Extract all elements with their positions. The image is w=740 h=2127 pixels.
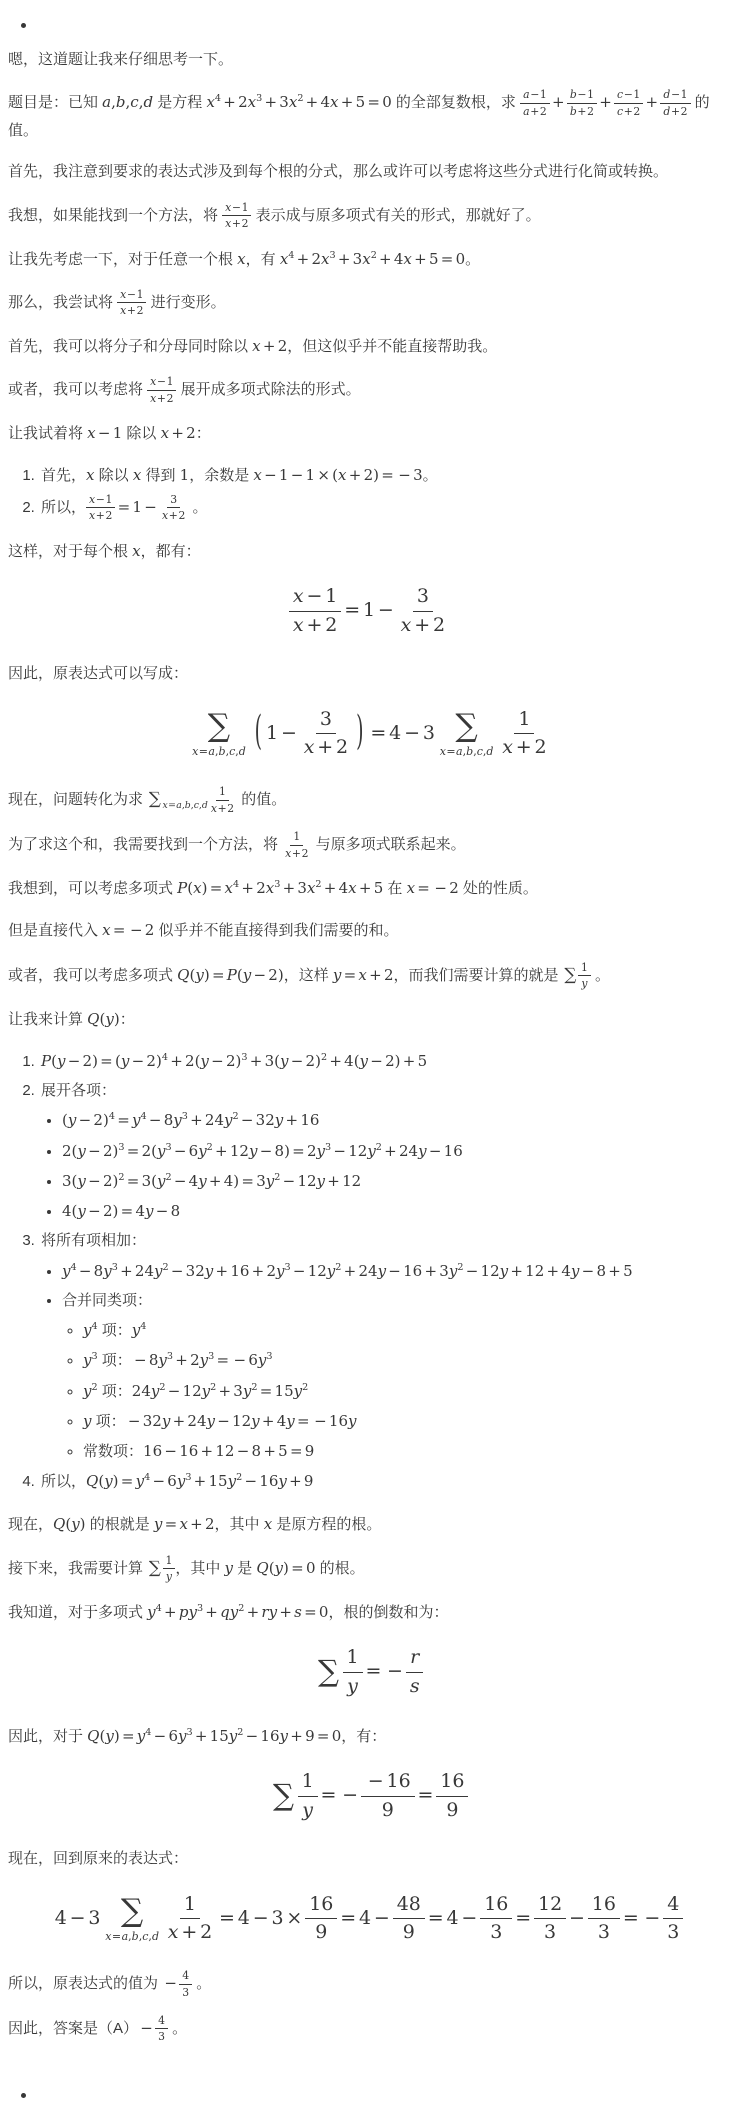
inline-math: Q(y) = P(y − 2) [177, 965, 284, 984]
big-paren: ) [356, 707, 364, 755]
list-item: 1. 首先，x 除以 x 得到 1，余数是 x − 1 − 1 × (x + 2) = − 3。 [39, 462, 730, 489]
inline-math: x + 2 [252, 336, 288, 355]
fraction: $\frac{d-1}{d+2}$ [660, 88, 690, 118]
bullet-list [41, 1258, 730, 1466]
paragraph: 我想，如果能找到一个方法，将 $\frac{x-1}{x+2}$ 表示成与原多项式有关的形式，那就好了。 [8, 200, 541, 231]
inline-math: $Q(y) = y^4 - 6y^3 + 15y^2 - 16y + 9$ [86, 1472, 314, 1491]
sum-with-limits: ∑ x=a,b,c,d [439, 707, 494, 758]
big-paren: ( [254, 707, 263, 755]
inline-math: $x^4 + 2x^3 + 3x^2 + 4x + 5 = 0$ [279, 249, 466, 268]
paragraph: 题目是：已知 a,b,c,d 是方程 $x^4 + 2x^3 + 3x^2 + 4x + 5 = 0$ 的全部复数根，求 $\frac{a-1}{a+2}$ + $\frac{b-1}{b+2}$ + $\frac{c-1}{c+2}$ + $\frac{d-1}{d+2}$ 的值。 [8, 88, 710, 140]
ordered-list [8, 462, 730, 522]
paragraph: 我想到，可以考虑多项式 $P(x) = x^4 + 2x^3 + 3x^2 + 4x + 5$ 在 x = − 2 处的性质。 [8, 879, 538, 898]
equation-math: ∑ x=a,b,c,d ( 1 − $\frac{3}{x + 2}$ ) = 4 − 3 ∑ x=a,b,c,d $\frac{1}{x + 2}$ [187, 722, 550, 744]
sum-sigma: ∑ [148, 1556, 161, 1577]
display-equation [8, 1646, 730, 1699]
equation-math: $\frac{x - 1}{x + 2}$ = 1 − $\frac{3}{x + 2}$ [289, 599, 449, 621]
fraction: $\frac{1}{x+2}$ [285, 830, 309, 860]
inline-math: $y^4$ [131, 1321, 147, 1340]
fraction: $\frac{b-1}{b+2}$ [567, 88, 597, 118]
inline-math: − $8y^3 + 2y^3$ = − $6y^3$ [134, 1351, 273, 1370]
inline-math [147, 375, 176, 405]
paragraph: 但是直接代入 x = − 2 似乎并不能直接得到我们需要的和。 [8, 921, 399, 940]
fraction: $\frac{3}{x + 2}$ [303, 707, 349, 759]
fraction: $\frac{c-1}{c+2}$ [614, 88, 643, 118]
inline-math [117, 287, 146, 318]
inline-math: x + 2 [160, 424, 196, 443]
fraction: $\frac{x-1}{x+2}$ [86, 493, 115, 523]
equation-math: 4 − 3 ∑ x=a,b,c,d $\frac{1}{x + 2}$ = 4 − 3 × $\frac{16}{9}$ = 4 − $\frac{48}{9}$ = 4 − $\frac{16}{3}$ = $\frac{12}{3}$ − $\frac{16}{3}$ = − $\frac{4}{3}$ [55, 1907, 684, 1929]
inline-math: $Q(y) = y^4 - 6y^3 + 15y^2 - 16y + 9 = 0$ [87, 1726, 342, 1745]
inline-math: x − 1 [87, 424, 123, 443]
inline-math: $\frac{x-1}{x+2}$ = 1 − $\frac{3}{x+2}$ [86, 498, 188, 516]
inline-math: $2(y - 2)^3 = 2(y^3 - 6y^2 + 12y - 8) = 2y^3 - 12y^2 + 24y - 16$ [62, 1141, 463, 1160]
sum-with-limits: ∑ x=a,b,c,d [192, 707, 246, 758]
inline-math: $y^4 + py^3 + qy^2$ + ry + s = 0 [147, 1602, 329, 1621]
list-item: ◦ $y^4$ 项：$y^4$ [83, 1317, 730, 1344]
paragraph: 为了求这个和，我需要找到一个方法，将 $\frac{1}{x+2}$ 与原多项式联系起来。 [8, 830, 466, 860]
sum-sigma: ∑ [564, 963, 577, 984]
fraction: $\frac{16}{3}$ [588, 1893, 620, 1946]
inline-math: x − 1 − 1 × (x + 2) = − 3 [253, 466, 423, 485]
sum-sigma: ∑ [317, 1653, 339, 1688]
paragraph: 首先，我可以将分子和分母同时除以 x + 2，但这似乎并不能直接帮助我。 [8, 336, 498, 355]
inline-math: $y^4 - 8y^3 + 24y^2 - 32y + 16 + 2y^3 - 12y^2 + 24y - 16 + 3y^2 - 12y + 12 + 4y - 8 + 5$ [62, 1261, 633, 1280]
inline-math: $(y - 2)^4 = y^4 - 8y^3 + 24y^2 - 32y + 16$ [62, 1111, 320, 1130]
inline-math: x [132, 541, 141, 560]
inline-math: $y^4$ [83, 1321, 98, 1340]
inline-math: 1 [179, 466, 190, 485]
fraction: $\frac{1}{y}$ [343, 1646, 363, 1699]
fraction: $\frac{x - 1}{x + 2}$ [289, 585, 341, 638]
paragraph: 现在，Q(y) 的根就是 y = x + 2，其中 x 是原方程的根。 [8, 1514, 382, 1533]
inline-math: Q(y) [87, 1009, 120, 1028]
fraction: $\frac{16}{9}$ [305, 1893, 337, 1946]
inline-math: Q(y) [53, 1514, 86, 1533]
paragraph: 这样，对于每个根 x，都有： [8, 541, 201, 560]
fraction: $\frac{x-1}{x+2}$ [117, 288, 146, 318]
inline-math: a,b,c,d [102, 93, 154, 112]
paragraph: 让我试着将 x − 1 除以 x + 2： [8, 424, 211, 443]
fraction: $\frac{1}{y}$ [163, 1554, 176, 1584]
paragraph: 那么，我尝试将 $\frac{x-1}{x+2}$ 进行变形。 [8, 287, 226, 318]
paragraph: 因此，对于 $Q(y) = y^4 - 6y^3 + 15y^2 - 16y + 9 = 0$，有： [8, 1726, 387, 1745]
paragraph: 现在，问题转化为求 ∑ $_{x=a,b,c,d}$ $\frac{1}{x+2}$ 的值。 [8, 785, 287, 815]
fraction: $\frac{4}{3}$ [179, 1969, 192, 1999]
list-item [62, 1168, 730, 1195]
inline-math: y = x + 2 [332, 965, 394, 984]
fraction: $\frac{4}{3}$ [663, 1893, 683, 1946]
fraction: $\frac{a-1}{a+2}$ [520, 88, 550, 118]
paragraph: 所以，原表达式的值为 − $\frac{4}{3}$ 。 [8, 1969, 212, 1999]
fraction: $\frac{1}{x + 2}$ [502, 707, 547, 759]
paragraph: 或者，我可以考虑将 $\frac{x-1}{x+2}$ 展开成多项式除法的形式。 [8, 375, 361, 405]
list-item [39, 1048, 730, 1075]
bullet-dot-icon [21, 2093, 26, 2098]
bullet-dot-icon [21, 23, 26, 28]
inline-math: − $\frac{4}{3}$ [138, 2019, 168, 2037]
list-item: 2. 展开各项： • $(y - 2)^4 = y^4 - 8y^3 + 24y^2 - 32y + 16$ • $2(y - 2)^3 = 2(y^3 - 6y^2 + 12y - 8) = 2y^3 - 12y^2 + 24y - 16$ • $3(y - 2)^2 = 3(y^2 - 4y + 4) = 3y^2 - 12y + 12$ • 4(y − 2) = 4y − 8 [39, 1078, 730, 1225]
list-item [62, 1258, 730, 1285]
display-equation [8, 1770, 730, 1823]
inline-math: $y^2$ [83, 1381, 98, 1400]
list-item: ◦ 常数项：16 − 16 + 12 − 8 + 5 = 9 [83, 1438, 730, 1465]
sum-with-limits: ∑ x=a,b,c,d [105, 1892, 159, 1943]
list-item [62, 1198, 730, 1225]
inline-math: x [237, 249, 246, 268]
equation-math: ∑ $\frac{1}{y}$ = − $\frac{r}{s}$ [314, 1660, 423, 1682]
fraction: $\frac{- 16}{9}$ [361, 1770, 415, 1823]
fraction: $\frac{16}{9}$ [436, 1770, 468, 1823]
inline-math: x = − 2 [406, 879, 459, 898]
inline-math: y [224, 1558, 234, 1577]
sum-sigma: ∑ [148, 788, 161, 809]
fraction: $\frac{12}{3}$ [534, 1893, 566, 1946]
list-item [62, 1138, 730, 1165]
inline-math [282, 830, 311, 860]
list-item: 3. 将所有项相加： • $y^4 - 8y^3 + 24y^2 - 32y + 16 + 2y^3 - 12y^2 + 24y - 16 + 3y^2 - 12y + 12 + 4y - 8 + 5$ • 合并同类项： ◦ $y^4$ 项：$y^4$ ◦ $y^3$ 项： − $8y^3 + 2y^3$ = − $6y^3$ ◦ $y^2$ 项：$24y^2 - 12y^2 + 3y^2 = 15y^2$ ◦ y 项： − 32y + 24y − 12y + 4y = − 16y ◦ 常数项：16 − 16 + 12 − 8 + 5 = 9 [39, 1228, 730, 1465]
fraction: $\frac{16}{3}$ [480, 1893, 512, 1946]
inline-math: − $\frac{4}{3}$ [162, 1974, 192, 1992]
list-item [62, 1107, 730, 1134]
inline-math: $3(y - 2)^2 = 3(y^2 - 4y + 4) = 3y^2 - 12y + 12$ [62, 1171, 362, 1190]
paragraph: 首先，我注意到要求的表达式涉及到每个根的分式，那么或许可以考虑将这些分式进行化简或转换。 [8, 163, 669, 181]
sum-sigma: ∑ [273, 1777, 295, 1812]
list-item: ◦ $y^2$ 项：$24y^2 - 12y^2 + 3y^2 = 15y^2$ [83, 1378, 730, 1405]
inline-math: x [132, 466, 142, 485]
list-item: 2. 所以， $\frac{x-1}{x+2}$ = 1 − $\frac{3}{x+2}$ 。 [39, 493, 730, 523]
list-item: 4. 所以，$Q(y) = y^4 - 6y^3 + 15y^2 - 16y + 9$ [39, 1468, 730, 1495]
fraction: $\frac{1}{x + 2}$ [167, 1892, 213, 1944]
paragraph: 或者，我可以考虑多项式 Q(y) = P(y − 2)，这样 y = x + 2，而我们需要计算的就是 ∑ $\frac{1}{y}$ 。 [8, 960, 611, 991]
list-item: • 合并同类项： ◦ $y^4$ 项：$y^4$ ◦ $y^3$ 项： − $8y^3 + 2y^3$ = − $6y^3$ ◦ $y^2$ 项：$24y^2 - 12y^2 + 3y^2 = 15y^2$ ◦ y 项： − 32y + 24y − 12y + 4y = − 16y ◦ 常数项：16 − 16 + 12 − 8 + 5 = 9 [62, 1288, 730, 1466]
inline-math: Q(y) = 0 [256, 1558, 316, 1577]
paragraph: 让我先考虑一下，对于任意一个根 x，有 $x^4 + 2x^3 + 3x^2 + 4x + 5 = 0$。 [8, 249, 481, 268]
paragraph: 因此，原表达式可以写成： [8, 665, 189, 683]
list-item: ◦ $y^3$ 项： − $8y^3 + 2y^3$ = − $6y^3$ [83, 1347, 730, 1374]
inline-math: $\frac{a-1}{a+2}$ + $\frac{b-1}{b+2}$ + $\frac{c-1}{c+2}$ + $\frac{d-1}{d+2}$ [520, 93, 690, 111]
inline-math: x = − 2 [102, 921, 155, 940]
outer-list-bullet [21, 2086, 730, 2101]
inline-math: x [86, 466, 95, 485]
paragraph: 嗯，这道题让我来仔细思考一下。 [8, 51, 234, 68]
inline-math: $24y^2 - 12y^2 + 3y^2 = 15y^2$ [131, 1381, 309, 1400]
list-item: ◦ y 项： − 32y + 24y − 12y + 4y = − 16y [83, 1408, 730, 1435]
paragraph: 我知道，对于多项式 $y^4 + py^3 + qy^2$ + ry + s = 0，根的倒数和为： [8, 1602, 449, 1621]
inline-math: $P(y - 2) = (y - 2)^4 + 2(y - 2)^3 + 3(y - 2)^2 + 4(y - 2) + 5$ [41, 1051, 428, 1070]
inline-math: 4(y − 2) = 4y − 8 [62, 1202, 181, 1221]
fraction: $\frac{3}{x + 2}$ [400, 584, 446, 636]
paragraph: 现在，回到原来的表达式： [8, 1850, 189, 1868]
ordered-list [8, 1048, 730, 1496]
inline-math [563, 960, 591, 991]
fraction: $\frac{1}{y}$ [578, 961, 591, 991]
fraction: $\frac{r}{s}$ [406, 1646, 424, 1699]
fraction: $\frac{3}{x+2}$ [162, 492, 186, 523]
display-equation [8, 1893, 730, 1946]
inline-math: $y^3$ [83, 1351, 98, 1370]
inline-math: $x^4 + 2x^3 + 3x^2 + 4x + 5 = 0$ [206, 93, 392, 112]
inline-math [222, 200, 251, 231]
outer-list-bullet [21, 16, 730, 31]
paragraph: 让我来计算 Q(y)： [8, 1009, 135, 1028]
inline-math: y = x + 2 [153, 1514, 215, 1533]
inline-math: x [263, 1514, 273, 1533]
inline-math: ∑ $_{x=a,b,c,d}$ $\frac{1}{x+2}$ [147, 790, 237, 808]
fraction: $\frac{x-1}{x+2}$ [222, 201, 251, 231]
inline-math: 16 − 16 + 12 − 8 + 5 = 9 [143, 1442, 315, 1461]
display-equation [8, 585, 730, 638]
fraction: $\frac{48}{9}$ [393, 1893, 425, 1946]
inline-math [147, 1553, 175, 1584]
fraction: $\frac{x-1}{x+2}$ [147, 375, 176, 405]
display-equation [8, 708, 730, 761]
paragraph: 因此，答案是（A） − $\frac{4}{3}$ 。 [8, 2013, 188, 2044]
inline-math: − 32y + 24y − 12y + 4y = − 16y [127, 1411, 357, 1430]
inline-math: y [83, 1411, 92, 1430]
bullet-list [41, 1107, 730, 1225]
fraction: $\frac{1}{y}$ [298, 1770, 318, 1823]
fraction: $\frac{1}{x+2}$ [210, 785, 235, 815]
fraction: $\frac{4}{3}$ [155, 2014, 168, 2044]
inline-math: $P(x) = x^4 + 2x^3 + 3x^2 + 4x + 5$ [177, 879, 384, 898]
bullet-list [62, 1317, 730, 1465]
equation-math: ∑ $\frac{1}{y}$ = − $\frac{- 16}{9}$ = $\frac{16}{9}$ [270, 1784, 469, 1806]
paragraph: 接下来，我需要计算 ∑ $\frac{1}{y}$ ，其中 y 是 Q(y) = 0 的根。 [8, 1553, 365, 1584]
